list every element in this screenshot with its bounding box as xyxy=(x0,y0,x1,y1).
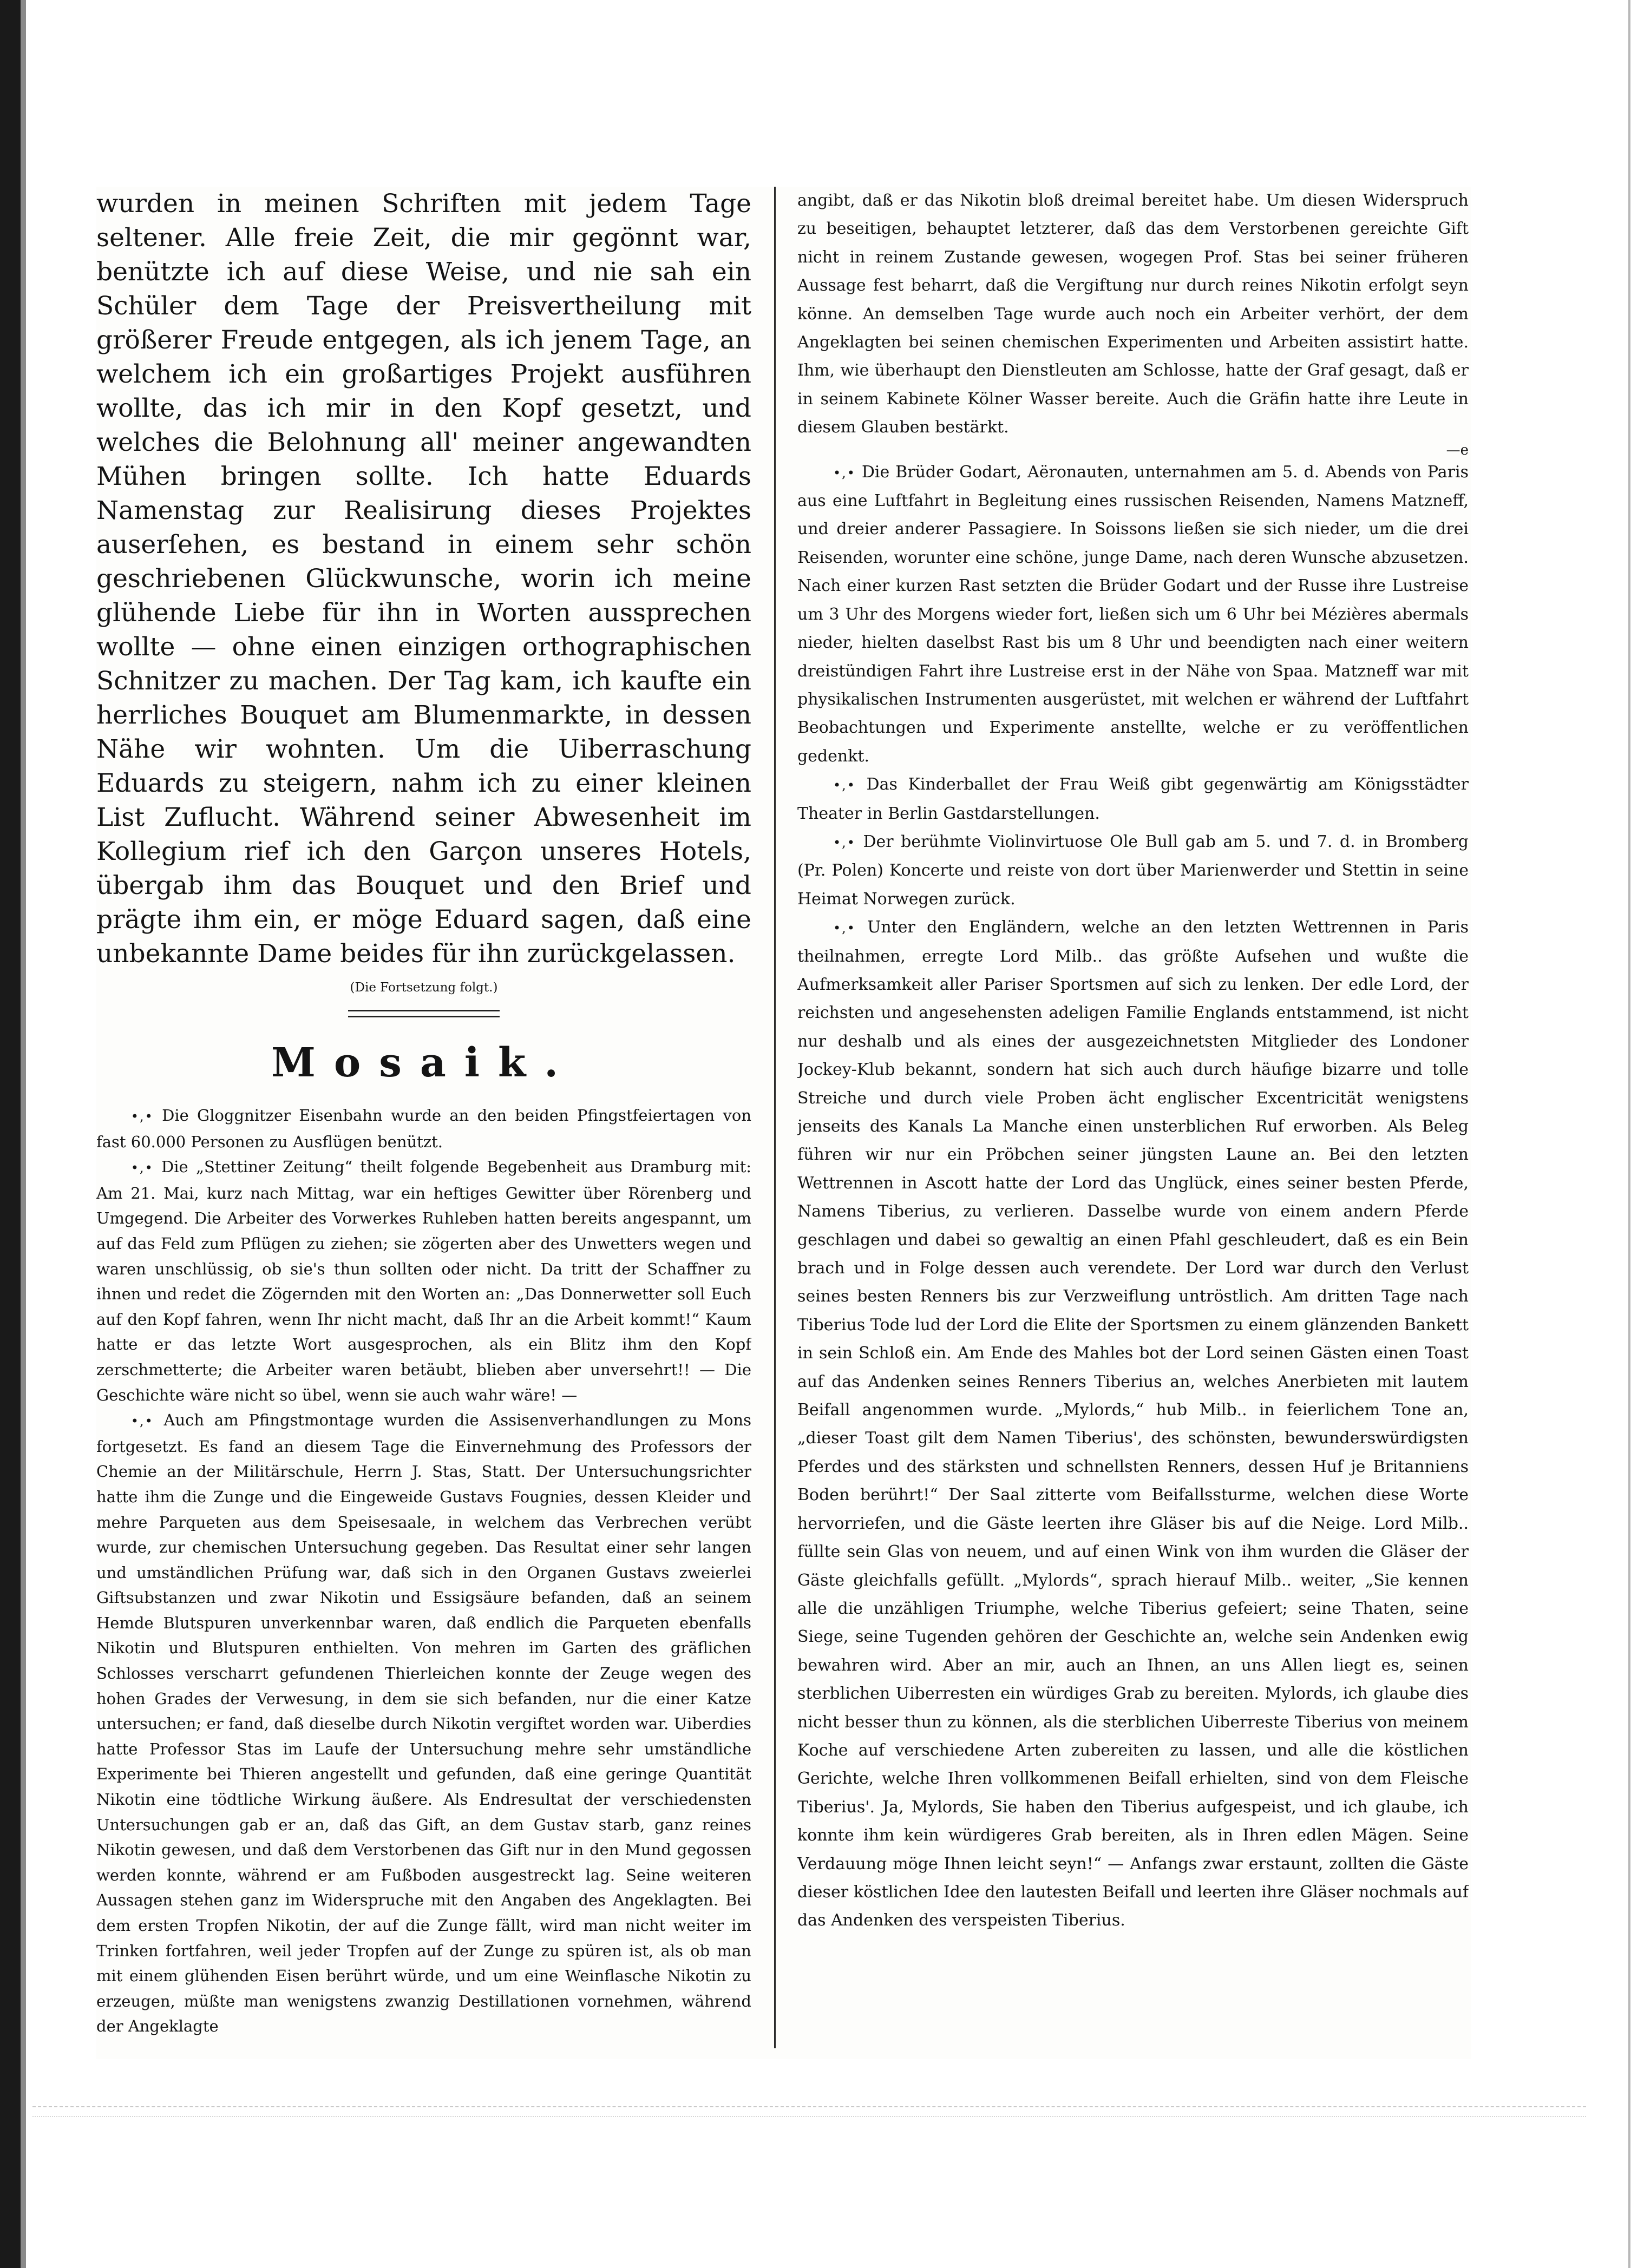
newspaper-page xyxy=(96,187,1471,2059)
news-text: angibt, daß er das Nikotin bloß dreimal bereitet habe. Um diesen Widerspruch zu beseitigen, behauptet letzterer, daß das dem Verstorbenen gereichte Gift nicht in reinem Zustande gewesen, wogegen Prof. Stas bei seiner früheren Aussage fest beharrt, daß die Vergiftung nur durch reines Nikotin erfolgt seyn könne. An demselben Tage wurde auch noch ein Arbeiter verhört, der dem Angeklagten bei seinen chemischen Experimenten und Arbeiten assistirt hatte. Ihm, wie überhaupt den Dienstleuten am Schlosse, hatte der Graf gesagt, daß er in seinem Kabinete Kölner Wasser bereite. Auch die Gräfin hatte ihre Leute in diesem Glauben bestärkt. xyxy=(797,191,1469,437)
bullet-mark: •,• xyxy=(833,778,856,793)
news-text: Die Gloggnitzer Eisenbahn wurde an den beiden Pfingstfeiertagen von fast 60.000 Personen zu Ausflügen benützt. xyxy=(96,1106,751,1151)
page-bottom-border xyxy=(32,2106,1586,2108)
bullet-mark: •,• xyxy=(833,834,856,850)
scan-right-edge xyxy=(1628,0,1630,2268)
news-item xyxy=(96,1408,751,2039)
news-item-continued xyxy=(797,187,1469,442)
section-divider xyxy=(348,1010,500,1017)
news-text: Unter den Engländern, welche an den letzten Wettrennen in Paris theilnahmen, erregte Lord Milb.. das größte Aufsehen und wußte die Aufmerksamkeit aller Pariser Sportsmen auf sich zu lenken. Der edle Lord, der reichsten und angesehensten adeligen Familie Englands entstammend, ist nicht nur deshalb und als eines der ausgezeichnetsten Mitglieder des Londoner Jockey-Klub bekannt, sondern hat sich auch durch häufige bizarre und tolle Streiche und durch viele Proben ächt englischer Excentricität wenigstens jenseits des Kanals La Manche einen unsterblichen Ruf erworben. Als Beleg führen wir nur ein Pröbchen seiner jüngsten Laune an. Bei den letzten Wettrennen in Ascott hatte der Lord das Unglück, eines seiner besten Pferde, Namens Tiberius, zu verlieren. Dasselbe wurde von einem andern Pferde geschlagen und dabei so gewaltig an einen Pfahl geschleudert, daß es ein Bein brach und in Folge dessen auch verendete. Der Lord war durch den Verlust seines besten Renners bis zur Verzweiflung untröstlich. Am dritten Tage nach Tiberius Tode lud der Lord die Elite der Sportsmen zu einem glänzenden Bankett in sein Schloß ein. Am Ende des Mahles bot der Lord seinen Gästen einen Toast auf das Andenken seines Renners Tiberius an, welches Anerbieten mit lautem Beifall angenommen wurde. „Mylords,“ hub Milb.. in feierlichem Tone an, „dieser Toast gilt dem Namen Tiberius', des schönsten, bewunderswürdigsten Pferdes und des stärksten und schnellsten Renners, dessen Huf je Britanniens Boden berührt!“ Der Saal zitterte vom Beifallssturme, welchen diese Worte hervorriefen, und die Gäste leerten ihre Gläser bis auf die Neige. Lord Milb.. füllte sein Glas von neuem, und auf einen Wink von ihm wurden die Gläser der Gäste gleichfalls gefüllt. „Mylords“, sprach hierauf Milb.. weiter, „Sie kennen alle die unzähligen Triumphe, welche Tiberius gefeiert; seine Thaten, seine Siege, seine Tugenden gehören der Geschichte an, welche sein Andenken ewig bewahren wird. Aber an mir, auch an Ihnen, an uns Allen liegt es, seinen sterblichen Uiberresten ein würdiges Grab zu bereiten. Mylords, ich glaube dies nicht besser thun zu können, als die sterblichen Uiberreste Tiberius von meinem Koche auf verschiedene Arten zubereiten zu lassen, und alle die köstlichen Gerichte, welche Ihren vollkommenen Beifall erhielten, sind von dem Fleische Tiberius'. Ja, Mylords, Sie haben den Tiberius aufgespeist, und ich glaube, ich konnte ihm kein würdigeres Grab bereiten, als in Ihren edlen Mägen. Seine Verdauung möge Ihnen leicht seyn!“ — Anfangs zwar erstaunt, zollten die Gäste dieser köstlichen Idee den lautesten Beifall und leerten ihre Gläser nochmals auf das Andenken des verspeisten Tiberius. xyxy=(797,918,1469,1930)
bullet-mark: •,• xyxy=(130,1160,154,1176)
news-text: Das Kinderballet der Frau Weiß gibt gegenwärtig am Königsstädter Theater in Berlin Gastdarstellungen. xyxy=(797,775,1469,823)
serial-story xyxy=(96,187,751,971)
left-column xyxy=(96,187,751,2048)
page-bottom-border-secondary xyxy=(32,2116,1586,2118)
right-column xyxy=(797,187,1469,2048)
bullet-mark: •,• xyxy=(130,1109,154,1124)
bullet-mark: •,• xyxy=(130,1414,154,1429)
news-text: Die „Stettiner Zeitung“ theilt folgende Begebenheit aus Dramburg mit: Am 21. Mai, kurz nach Mittag, war ein heftiges Gewitter über Rörenberg und Umgegend. Die Arbeiter des Vorwerkes Ruhleben hatten bereits angespannt, um auf das Feld zum Pflügen zu ziehen; sie zögerten aber des Unwetters wegen und waren unschlüssig, ob sie's thun sollten oder nicht. Da tritt der Schaffner zu ihnen und redet die Zögernden mit den Worten an: „Das Donnerwetter soll Euch auf den Kopf fahren, wenn Ihr nicht macht, daß Ihr an die Arbeit kommt!“ Kaum hatte er das letzte Wort ausgesprochen, als ein Blitz ihm den Kopf zerschmetterte; die Arbeiter waren betäubt, blieben aber unversehrt!! — Die Geschichte wäre nicht so übel, wenn sie auch wahr wäre! — xyxy=(96,1158,751,1404)
end-mark: —e xyxy=(1446,442,1469,458)
section-title: Mosaik. xyxy=(271,1040,577,1086)
column-divider xyxy=(774,187,776,2048)
news-item xyxy=(797,458,1469,771)
scan-binding-edge xyxy=(21,0,26,2268)
news-item xyxy=(96,1103,751,1154)
news-item xyxy=(797,913,1469,1935)
news-item xyxy=(797,828,1469,913)
scan-left-margin xyxy=(0,0,21,2268)
news-text: Der berühmte Violinvirtuose Ole Bull gab am 5. und 7. d. in Bromberg (Pr. Polen) Koncerte und reiste von dort über Marienwerder und Stettin in seine Heimat Norwegen zurück. xyxy=(797,832,1469,909)
news-text: Auch am Pfingstmontage wurden die Assisenverhandlungen zu Mons fortgesetzt. Es fand an diesem Tage die Einvernehmung des Professors der Chemie an der Militärschule, Herrn J. Stas, Statt. Der Untersuchungsrichter hatte ihm die Zunge und die Eingeweide Gustavs Fougnies, dessen Kleider und mehre Parqueten aus dem Speisesaale, in welchem das Verbrechen verübt wurde, zur chemischen Untersuchung gegeben. Das Resultat einer sehr langen und umständlichen Prüfung war, daß sich in den Organen Gustavs zweierlei Giftsubstanzen und zwar Nikotin und Essigsäure befanden, daß an seinem Hemde Blutspuren unverkennbar waren, daß endlich die Parqueten ebenfalls Nikotin und Blutspuren enthielten. Von mehren im Garten des gräflichen Schlosses verscharrt gefundenen Thierleichen konnte der Zeuge wegen des hohen Grades der Verwesung, in dem sie sich befanden, nur die einer Katze untersuchen; er fand, daß dieselbe durch Nikotin vergiftet worden war. Uiberdies hatte Professor Stas im Laufe der Untersuchung mehre sehr umständliche Experimente bei Thieren angestellt und gefunden, daß eine geringe Quantität Nikotin eine tödtliche Wirkung äußere. Als Endresultat der verschiedensten Untersuchungen gab er an, daß das Gift, an dem Gustav starb, ganz reines Nikotin gewesen, und daß dem Verstorbenen das Gift nur in den Mund gegossen werden konnte, während er am Fußboden ausgestreckt lag. Seine weiteren Aussagen stehen ganz im Widerspruche mit den Angaben des Angeklagten. Bei dem ersten Tropfen Nikotin, der auf die Zunge fällt, wird man nicht weiter im Trinken fortfahren, weil jeder Tropfen auf der Zunge zu spüren ist, als ob man mit einem glühenden Eisen berührt würde, und um eine Weinflasche Nikotin zu erzeugen, müßte man wenigstens zwanzig Destillationen vornehmen, während der Angeklagte xyxy=(96,1411,751,2036)
story-paragraph: wurden in meinen Schriften mit jedem Tage seltener. Alle freie Zeit, die mir gegönnt war, benützte ich auf diese Weise, und nie sah ein Schüler dem Tage der Preisvertheilung mit größerer Freude entgegen, als ich jenem Tage, an welchem ich ein großartiges Projekt ausführen wollte, das ich mir in den Kopf gesetzt, und welches die Belohnung all' meiner angewandten Mühen bringen sollte. Ich hatte Eduards Namenstag zur Realisirung dieses Projektes auserſehen, es bestand in einem sehr schön geschriebenen Glückwunsche, worin ich meine glühende Liebe für ihn in Worten aussprechen wollte — ohne einen einzigen orthographischen Schnitzer zu machen. Der Tag kam, ich kaufte ein herrliches Bouquet am Blumenmarkte, in dessen Nähe wir wohnten. Um die Uiberraschung Eduards zu steigern, nahm ich zu einer kleinen List Zuflucht. Während seiner Abwesenheit im Kollegium rief ich den Garçon unseres Hotels, übergab ihm das Bouquet und den Brief und prägte ihm ein, er möge Eduard sagen, daß eine unbekannte Dame beides für ihn zurückgelassen. xyxy=(96,189,751,969)
news-item xyxy=(797,771,1469,828)
continuation-note: (Die Fortsetzung folgt.) xyxy=(350,981,498,995)
news-text: Die Brüder Godart, Aëronauten, unternahmen am 5. d. Abends von Paris aus eine Luftfahrt in Begleitung eines russischen Reisenden, Namens Matzneff, und dreier anderer Passagiere. In Soissons ließen sie sich nieder, um die drei Reisenden, worunter eine schöne, junge Dame, nach deren Wunsche abzusetzen. Nach einer kurzen Rast setzten die Brüder Godart und der Russe ihre Lustreise um 3 Uhr des Morgens wieder fort, ließen sich um 6 Uhr bei Mézières abermals nieder, hielten daselbst Rast bis um 8 Uhr und beendigten nach einer weitern dreistündigen Fahrt ihre Lustreise erst in der Nähe von Spaa. Matzneff war mit physikalischen Instrumenten ausgerüstet, mit welchen er während der Luftfahrt Beobachtungen und Experimente anstellte, welche er zu veröffentlichen gedenkt. xyxy=(797,462,1469,766)
bullet-mark: •,• xyxy=(833,465,856,481)
bullet-mark: •,• xyxy=(833,921,856,936)
news-item xyxy=(96,1154,751,1408)
